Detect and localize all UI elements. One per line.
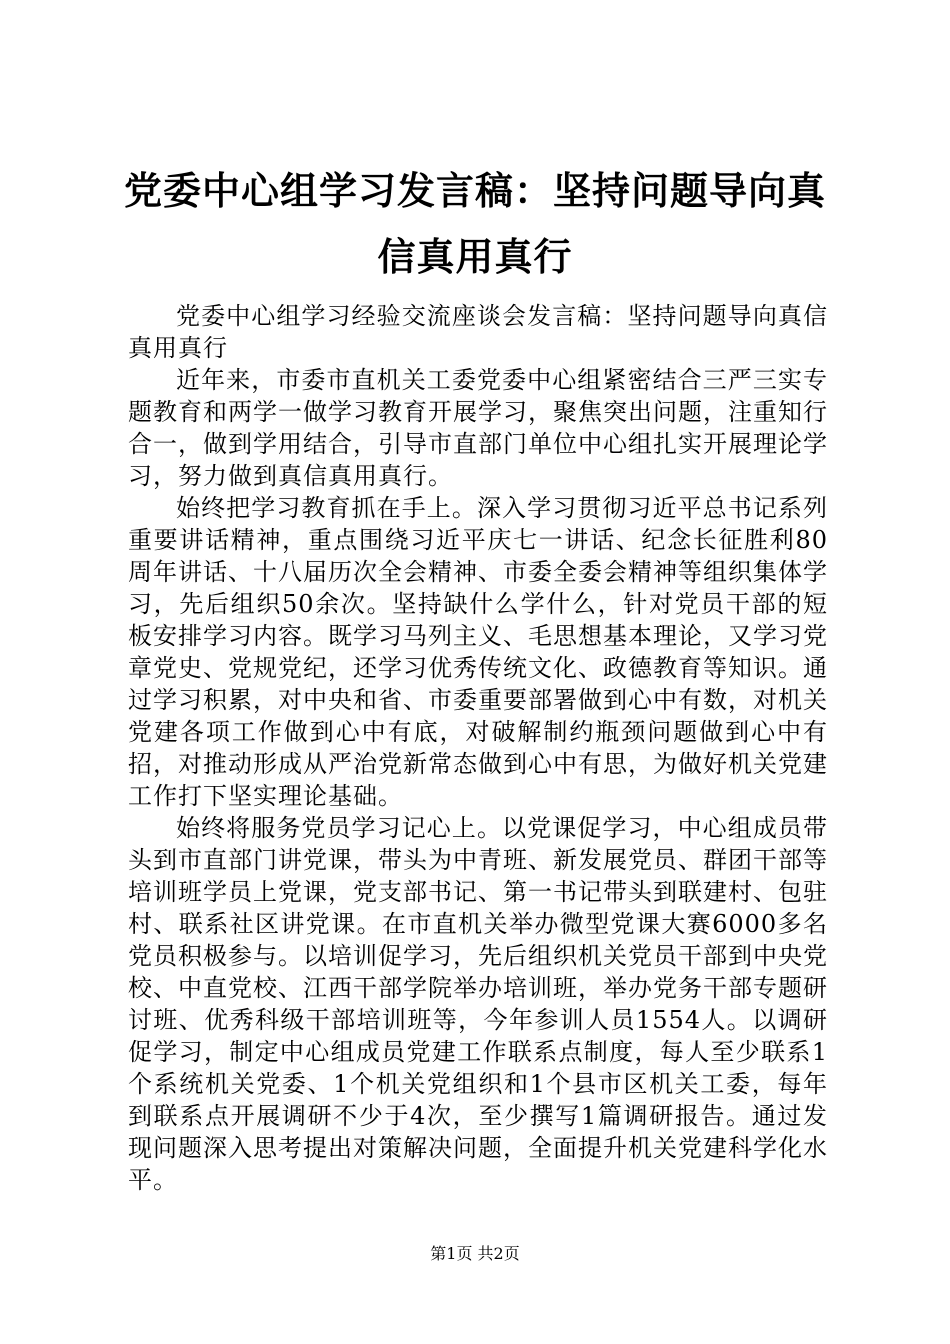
document-title: 党委中心组学习发言稿：坚持问题导向真信真用真行: [123, 169, 826, 279]
page-footer: 第1页 共2页: [430, 1244, 520, 1263]
paragraph-intro: 近年来，市委市直机关工委党委中心组紧密结合三严三实专题教育和两学一做学习教育开展学习，聚焦突出问题，注重知行合一，做到学用结合，引导市直部门单位中心组扎实开展理论学习，努力做到真信真用真行。: [128, 366, 828, 490]
document-body: [128, 300, 828, 1196]
paragraph-study-education: 始终把学习教育抓在手上。深入学习贯彻习近平总书记系列重要讲话精神，重点围绕习近平庆七一讲话、纪念长征胜利80周年讲话、十八届历次全会精神、市委全委会精神等组织集体学习，先后组织50余次。坚持缺什么学什么，针对党员干部的短板安排学习内容。既学习马列主义、毛思想基本理论，又学习党章党史、党规党纪，还学习优秀传统文化、政德教育等知识。通过学习积累，对中央和省、市委重要部署做到心中有数，对机关党建各项工作做到心中有底，对破解制约瓶颈问题做到心中有招，对推动形成从严治党新常态做到心中有思，为做好机关党建工作打下坚实理论基础。: [128, 494, 828, 810]
paragraph-serve-members: 始终将服务党员学习记心上。以党课促学习，中心组成员带头到市直部门讲党课，带头为中青班、新发展党员、群团干部等培训班学员上党课，党支部书记、第一书记带头到联建村、包驻村、联系社区讲党课。在市直机关举办微型党课大赛6000多名党员积极参与。以培训促学习，先后组织机关党员干部到中央党校、中直党校、江西干部学院举办培训班，举办党务干部专题研讨班、优秀科级干部培训班等，今年参训人员1554人。以调研促学习，制定中心组成员党建工作联系点制度，每人至少联系1个系统机关党委、1个机关党组织和1个县市区机关工委，每年到联系点开展调研不少于4次，至少撰写1篇调研报告。通过发现问题深入思考提出对策解决问题，全面提升机关党建科学化水平。: [128, 814, 828, 1194]
paragraph-subtitle: 党委中心组学习经验交流座谈会发言稿：坚持问题导向真信真用真行: [128, 302, 828, 362]
